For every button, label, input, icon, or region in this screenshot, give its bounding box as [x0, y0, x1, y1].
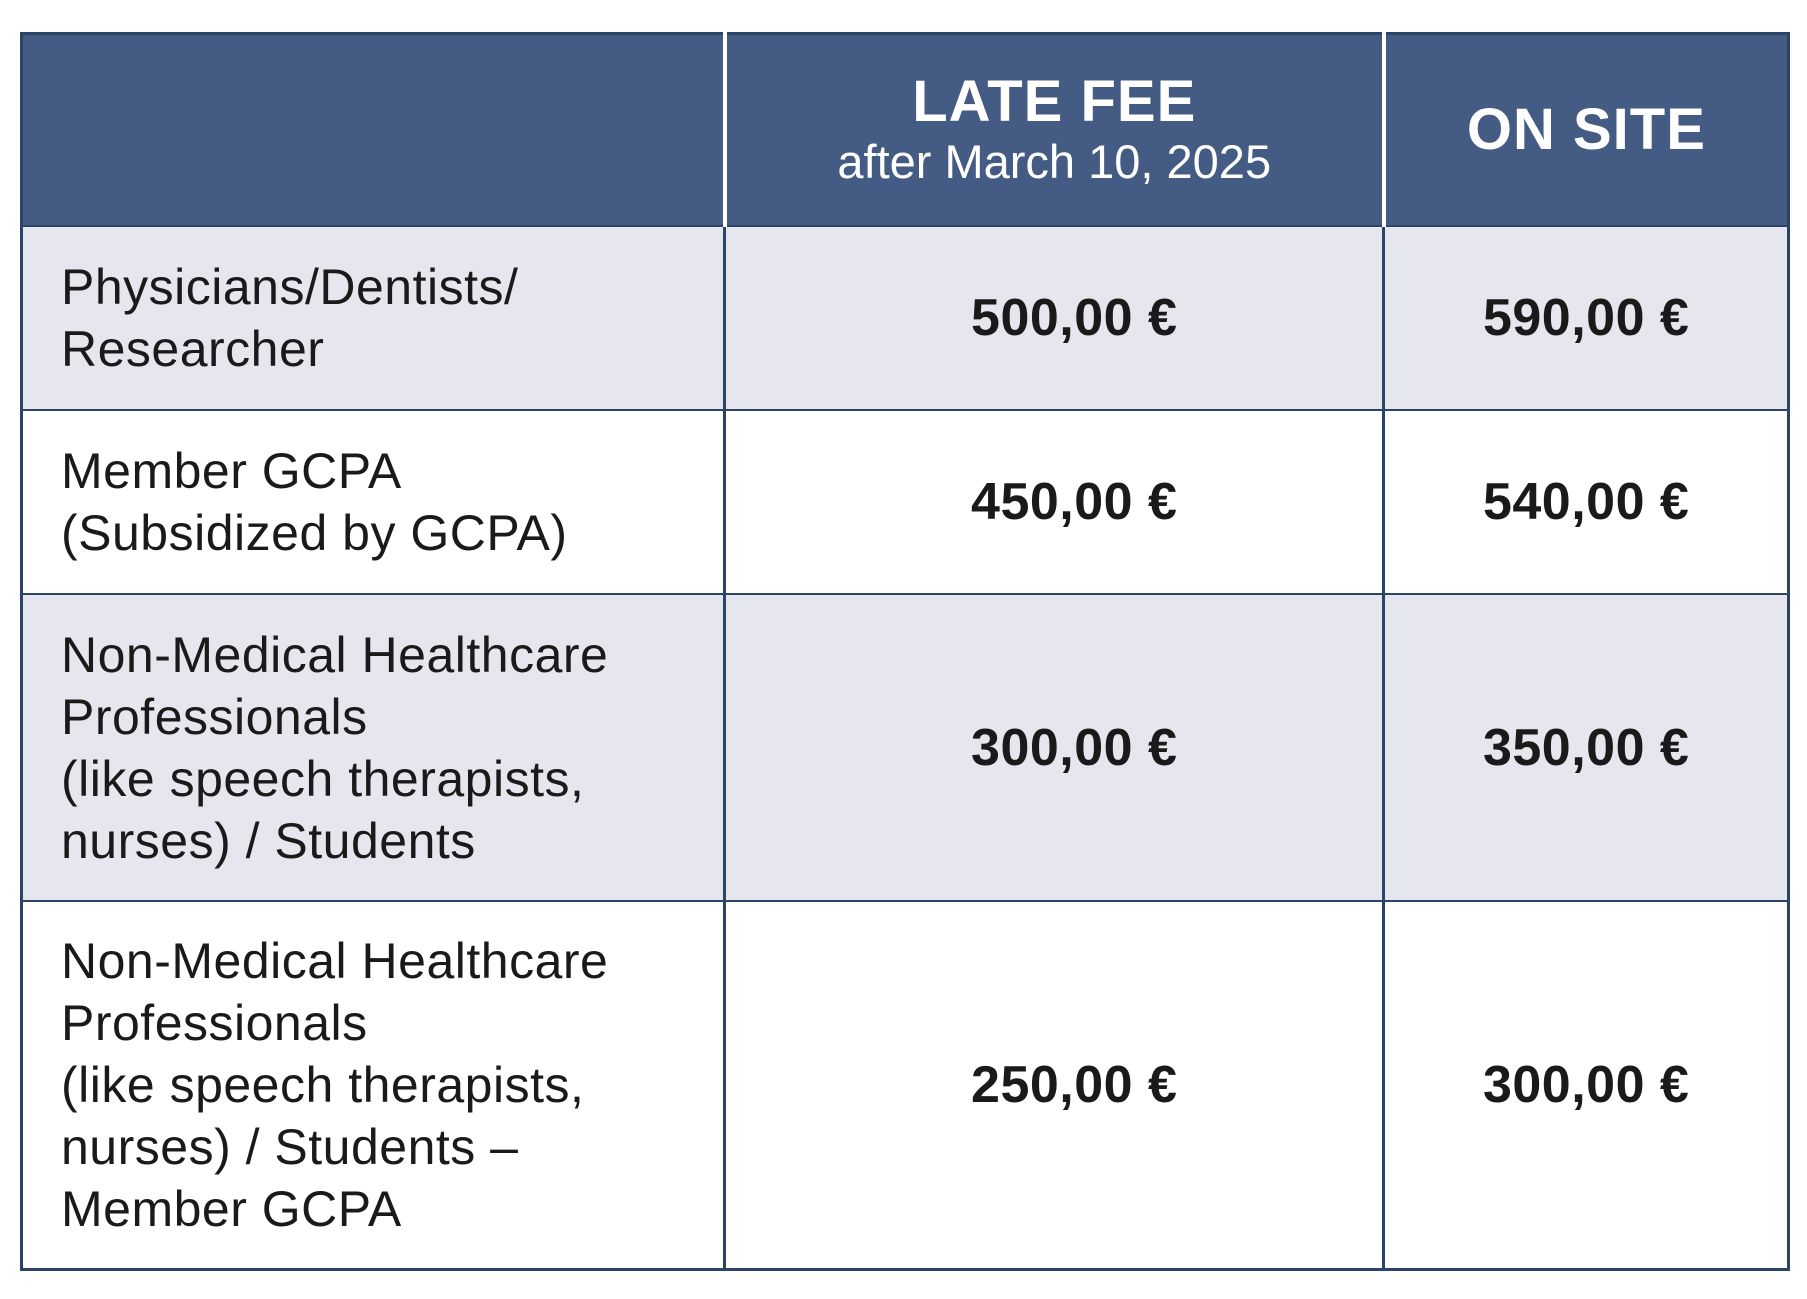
- table-row: [22, 901, 1789, 1270]
- on-site-price: 350,00 €: [1384, 594, 1789, 901]
- on-site-heading: ON SITE: [1466, 97, 1706, 162]
- late-fee-price: 300,00 €: [725, 594, 1384, 901]
- table-row: [22, 594, 1789, 901]
- late-fee-price: 450,00 €: [725, 410, 1384, 594]
- late-fee-price: 500,00 €: [725, 226, 1384, 410]
- on-site-price: 590,00 €: [1384, 226, 1789, 410]
- category-cell: Physicians/Dentists/ Researcher: [22, 226, 725, 410]
- late-fee-heading: LATE FEE: [912, 69, 1197, 134]
- fee-table: [20, 32, 1790, 1271]
- header-category-cell: [22, 34, 725, 227]
- header-late-fee-cell: [725, 34, 1384, 227]
- late-fee-date: after March 10, 2025: [837, 135, 1272, 188]
- table-row: [22, 410, 1789, 594]
- late-fee-price: 250,00 €: [725, 901, 1384, 1270]
- category-cell: Non-Medical Healthcare Professionals (like speech therapists, nurses) / Students – Member GCPA: [22, 901, 725, 1270]
- header-on-site-cell: [1384, 34, 1789, 227]
- category-cell: Non-Medical Healthcare Professionals (like speech therapists, nurses) / Students: [22, 594, 725, 901]
- table-header-row: [22, 34, 1789, 227]
- on-site-price: 300,00 €: [1384, 901, 1789, 1270]
- on-site-price: 540,00 €: [1384, 410, 1789, 594]
- table-row: [22, 226, 1789, 410]
- category-cell: Member GCPA (Subsidized by GCPA): [22, 410, 725, 594]
